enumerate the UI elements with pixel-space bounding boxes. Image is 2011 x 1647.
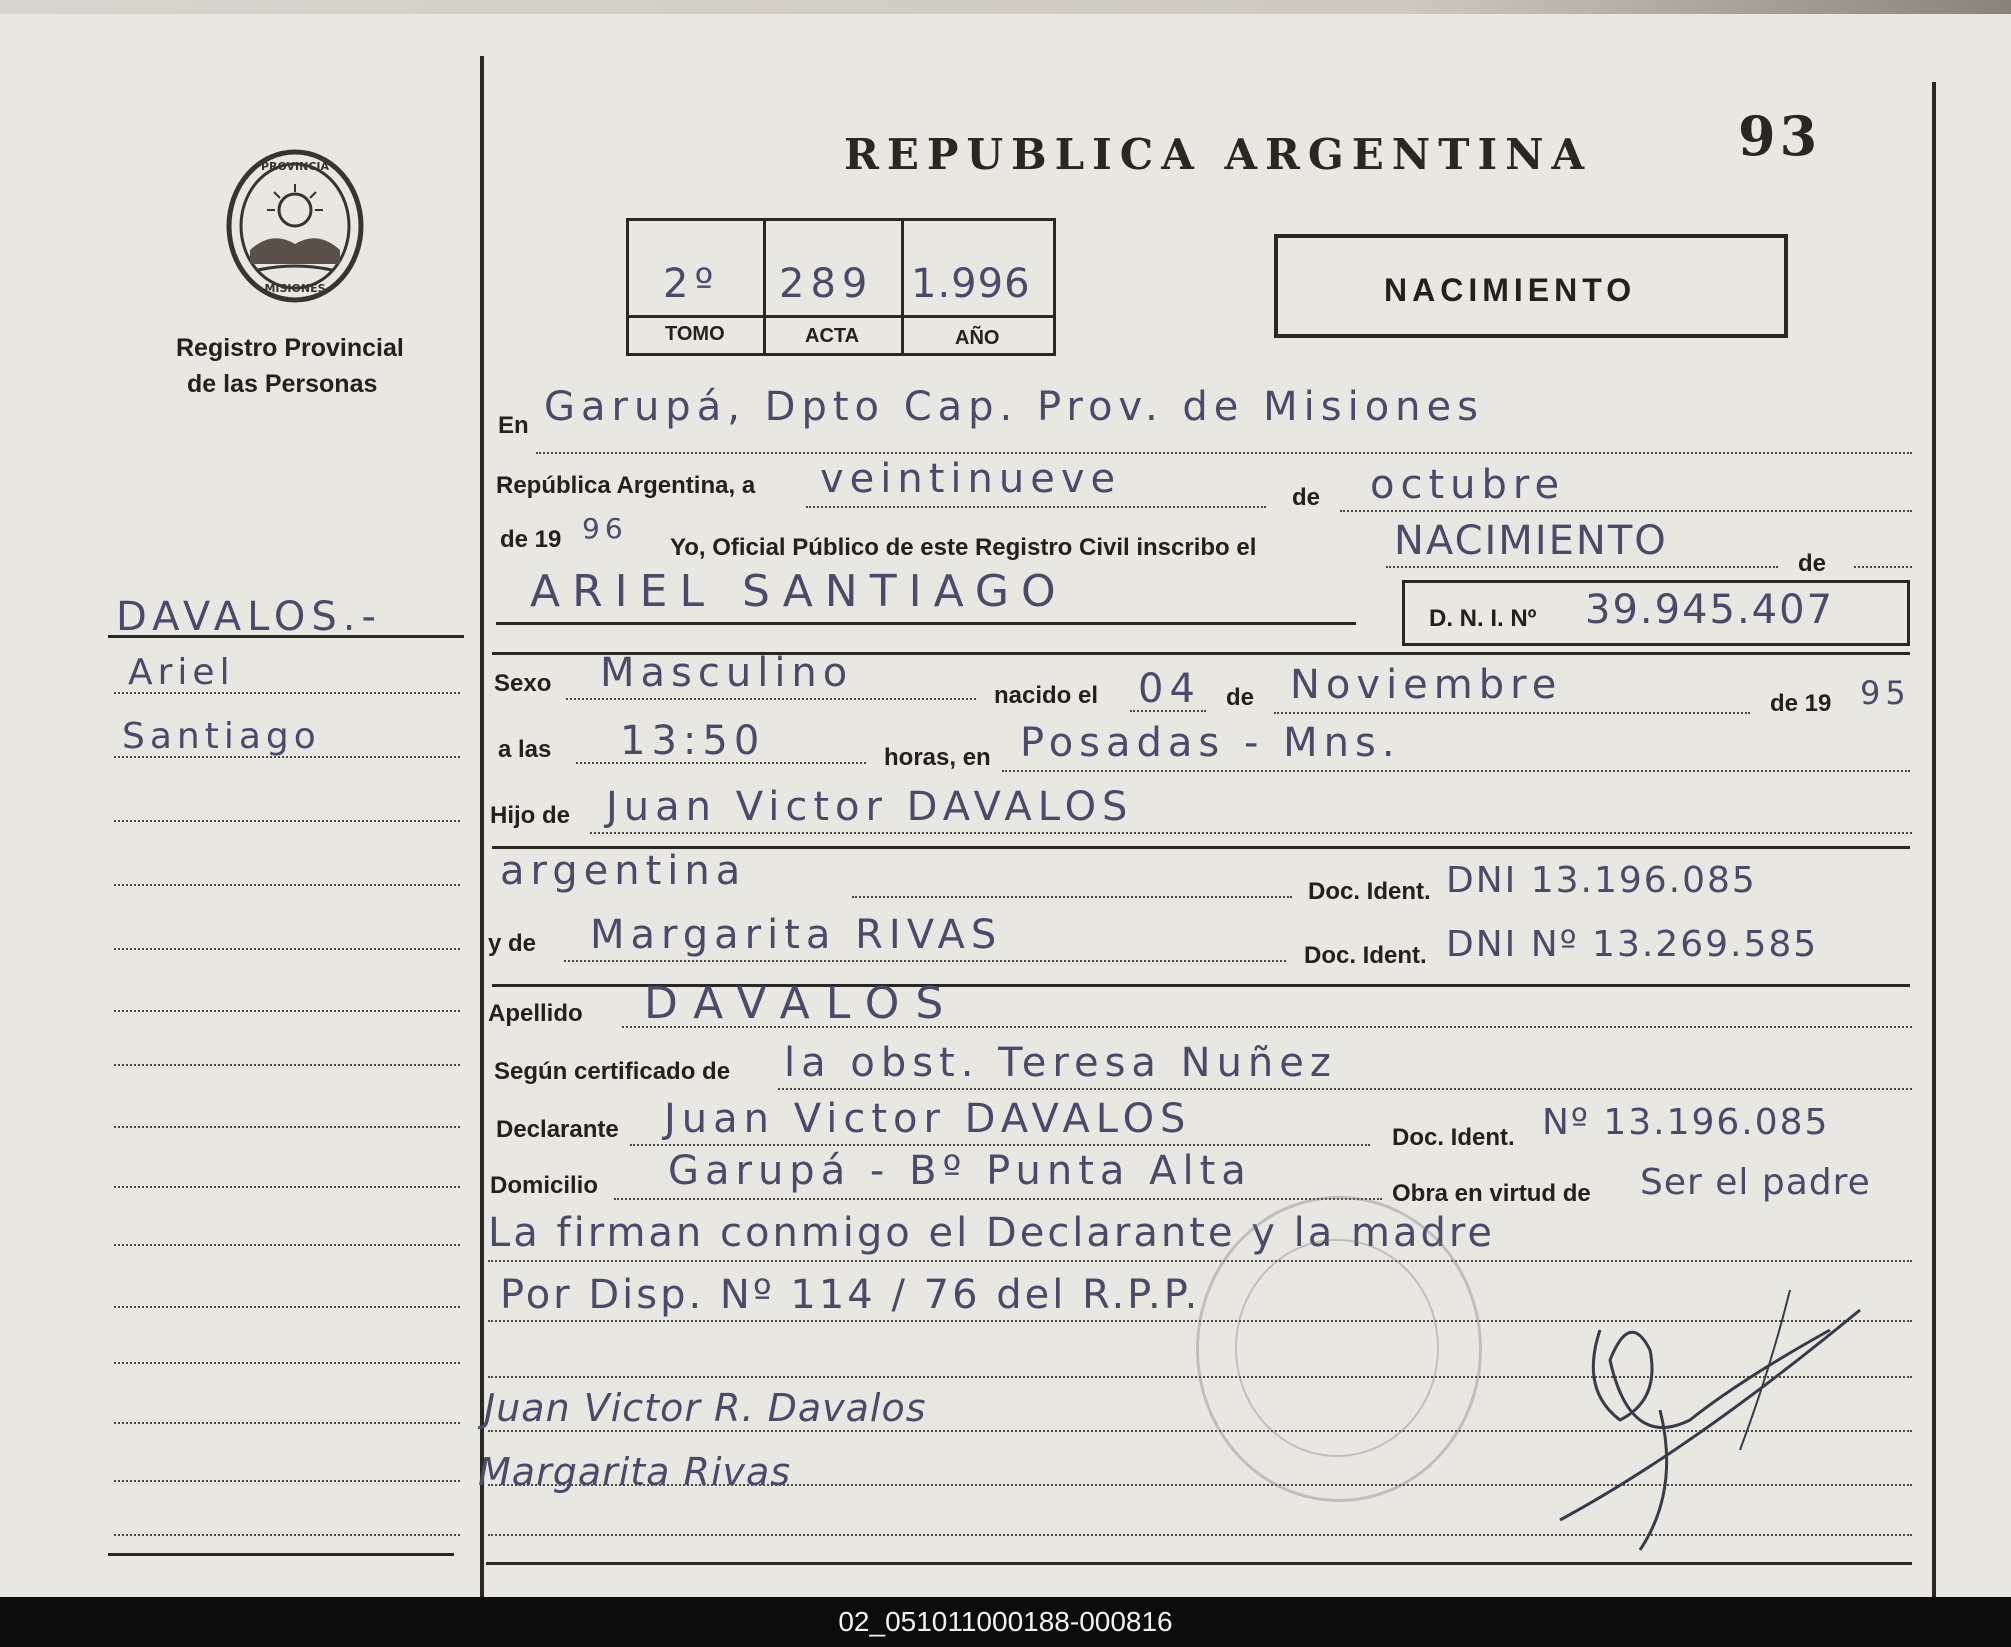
inscribo-text: Yo, Oficial Público de este Registro Civil inscribo el bbox=[670, 534, 1257, 561]
mother-signature: Margarita Rivas bbox=[478, 1450, 792, 1494]
tomo-label: TOMO bbox=[665, 323, 725, 345]
apellido-label: Apellido bbox=[488, 1000, 583, 1027]
mother-name-value: Margarita RIVAS bbox=[590, 912, 1003, 958]
field-line bbox=[536, 452, 1912, 454]
margin-line bbox=[114, 1126, 460, 1128]
field-line bbox=[630, 1144, 1370, 1146]
margin-bottom-rule bbox=[108, 1553, 454, 1556]
dni-box bbox=[1402, 580, 1910, 646]
field-line bbox=[806, 506, 1266, 508]
sexo-label: Sexo bbox=[494, 670, 552, 697]
hijo-label: Hijo de bbox=[490, 802, 571, 829]
main-left-border bbox=[480, 56, 484, 1597]
de-label-3: de bbox=[1226, 684, 1255, 711]
day-words-value: veintinueve bbox=[820, 456, 1122, 502]
margin-line bbox=[114, 1480, 460, 1482]
field-line bbox=[1386, 566, 1778, 568]
horas-label: horas, en bbox=[884, 744, 991, 771]
margin-line bbox=[114, 884, 460, 886]
registry-name-line1: Registro Provincial bbox=[176, 334, 404, 362]
record-number-box bbox=[626, 218, 1056, 356]
sexo-value: Masculino bbox=[600, 650, 854, 696]
anio-label: AÑO bbox=[955, 327, 1000, 349]
nacido-label: nacido el bbox=[994, 682, 1099, 709]
svg-text:PROVINCIA: PROVINCIA bbox=[260, 160, 330, 173]
field-line bbox=[778, 1088, 1912, 1090]
margin-line bbox=[114, 1306, 460, 1308]
obra-label: Obra en virtud de bbox=[1392, 1180, 1591, 1207]
field-line bbox=[852, 896, 1292, 898]
margin-line bbox=[114, 1010, 460, 1012]
dni-value: 39.945.407 bbox=[1585, 587, 1835, 633]
field-line bbox=[1130, 710, 1206, 712]
anio-value: 1.996 bbox=[911, 261, 1031, 307]
child-name-rule bbox=[496, 622, 1356, 625]
field-line bbox=[1340, 510, 1912, 512]
year-suffix-value: 96 bbox=[582, 512, 628, 545]
margin-line bbox=[114, 948, 460, 950]
field-line bbox=[622, 1026, 1912, 1028]
margin-line bbox=[114, 1244, 460, 1246]
certificado-value: la obst. Teresa Nuñez bbox=[784, 1040, 1337, 1086]
apellido-value: DAVALOS bbox=[644, 978, 960, 1029]
de19b-label: de 19 bbox=[1770, 690, 1832, 717]
birth-year-suffix-value: 95 bbox=[1860, 674, 1911, 712]
extra-line-2: Por Disp. Nº 114 / 76 del R.P.P. bbox=[500, 1272, 1201, 1318]
main-right-border bbox=[1932, 82, 1936, 1597]
margin-line bbox=[114, 1422, 460, 1424]
child-name-value: ARIEL SANTIAGO bbox=[530, 566, 1068, 617]
y-de-label: y de bbox=[488, 930, 537, 957]
declarante-doc-value: Nº 13.196.085 bbox=[1542, 1102, 1830, 1143]
declarante-value: Juan Victor DAVALOS bbox=[664, 1096, 1192, 1142]
field-line bbox=[1854, 566, 1912, 568]
field-line bbox=[576, 762, 866, 764]
page-number: 93 bbox=[1738, 104, 1822, 168]
mother-doc-value: DNI Nº 13.269.585 bbox=[1446, 924, 1819, 965]
birth-place-value: Posadas - Mns. bbox=[1020, 720, 1401, 766]
official-signature-icon bbox=[1540, 1250, 1880, 1570]
field-line bbox=[590, 832, 1912, 834]
registry-seal-icon bbox=[222, 146, 368, 308]
doc-ident-label-3: Doc. Ident. bbox=[1392, 1124, 1515, 1151]
margin-surname: DAVALOS.- bbox=[116, 594, 382, 640]
domicilio-value: Garupá - Bº Punta Alta bbox=[668, 1148, 1252, 1194]
field-line bbox=[1002, 770, 1910, 772]
doc-ident-label-1: Doc. Ident. bbox=[1308, 878, 1431, 905]
father-doc-value: DNI 13.196.085 bbox=[1446, 860, 1757, 901]
record-type-label: NACIMIENTO bbox=[1384, 272, 1637, 308]
dni-label: D. N. I. Nº bbox=[1429, 605, 1537, 632]
birth-time-value: 13:50 bbox=[620, 718, 766, 764]
field-line bbox=[614, 1198, 1382, 1200]
margin-line bbox=[114, 1064, 460, 1066]
page-top-edge bbox=[0, 0, 2011, 14]
certificado-label: Según certificado de bbox=[494, 1058, 731, 1085]
document-id-footer: 02_051011000188-000816 bbox=[0, 1597, 2011, 1647]
margin-line bbox=[114, 1362, 460, 1364]
obra-value: Ser el padre bbox=[1640, 1162, 1871, 1203]
country-title: REPUBLICA ARGENTINA bbox=[844, 130, 1593, 179]
margin-given-name-2: Santiago bbox=[122, 716, 321, 757]
domicilio-label: Domicilio bbox=[490, 1172, 599, 1199]
month-value: octubre bbox=[1370, 462, 1566, 508]
margin-given-name-1: Ariel bbox=[128, 652, 235, 693]
place-value: Garupá, Dpto Cap. Prov. de Misiones bbox=[544, 384, 1484, 430]
registry-name-line2: de las Personas bbox=[187, 370, 378, 398]
record-type-box bbox=[1274, 234, 1788, 338]
acta-label: ACTA bbox=[805, 325, 860, 347]
de19-label: de 19 bbox=[500, 526, 562, 553]
field-line bbox=[564, 960, 1286, 962]
svg-text:MISIONES: MISIONES bbox=[264, 282, 326, 295]
birth-month-value: Noviembre bbox=[1290, 662, 1563, 708]
father-signature: Juan Victor R. Davalos bbox=[484, 1386, 927, 1430]
doc-ident-label-2: Doc. Ident. bbox=[1304, 942, 1427, 969]
acta-value: 289 bbox=[779, 261, 874, 307]
field-line bbox=[566, 698, 976, 700]
en-label: En bbox=[498, 412, 529, 439]
margin-line bbox=[114, 1534, 460, 1536]
father-name-value: Juan Victor DAVALOS bbox=[606, 784, 1134, 830]
declarante-label: Declarante bbox=[496, 1116, 619, 1143]
republica-label: República Argentina, a bbox=[496, 472, 756, 499]
father-nationality-value: argentina bbox=[500, 848, 747, 894]
de-label: de bbox=[1292, 484, 1321, 511]
field-line bbox=[1274, 712, 1750, 714]
a-las-label: a las bbox=[498, 736, 552, 763]
margin-line bbox=[114, 820, 460, 822]
extra-line-1: La firman conmigo el Declarante y la madre bbox=[488, 1210, 1496, 1256]
de-label-2: de bbox=[1798, 550, 1827, 577]
acto-value: NACIMIENTO bbox=[1394, 518, 1668, 564]
tomo-value: 2º bbox=[663, 261, 720, 307]
official-stamp-icon bbox=[1196, 1196, 1482, 1502]
margin-line bbox=[114, 1186, 460, 1188]
birth-day-value: 04 bbox=[1138, 666, 1201, 712]
